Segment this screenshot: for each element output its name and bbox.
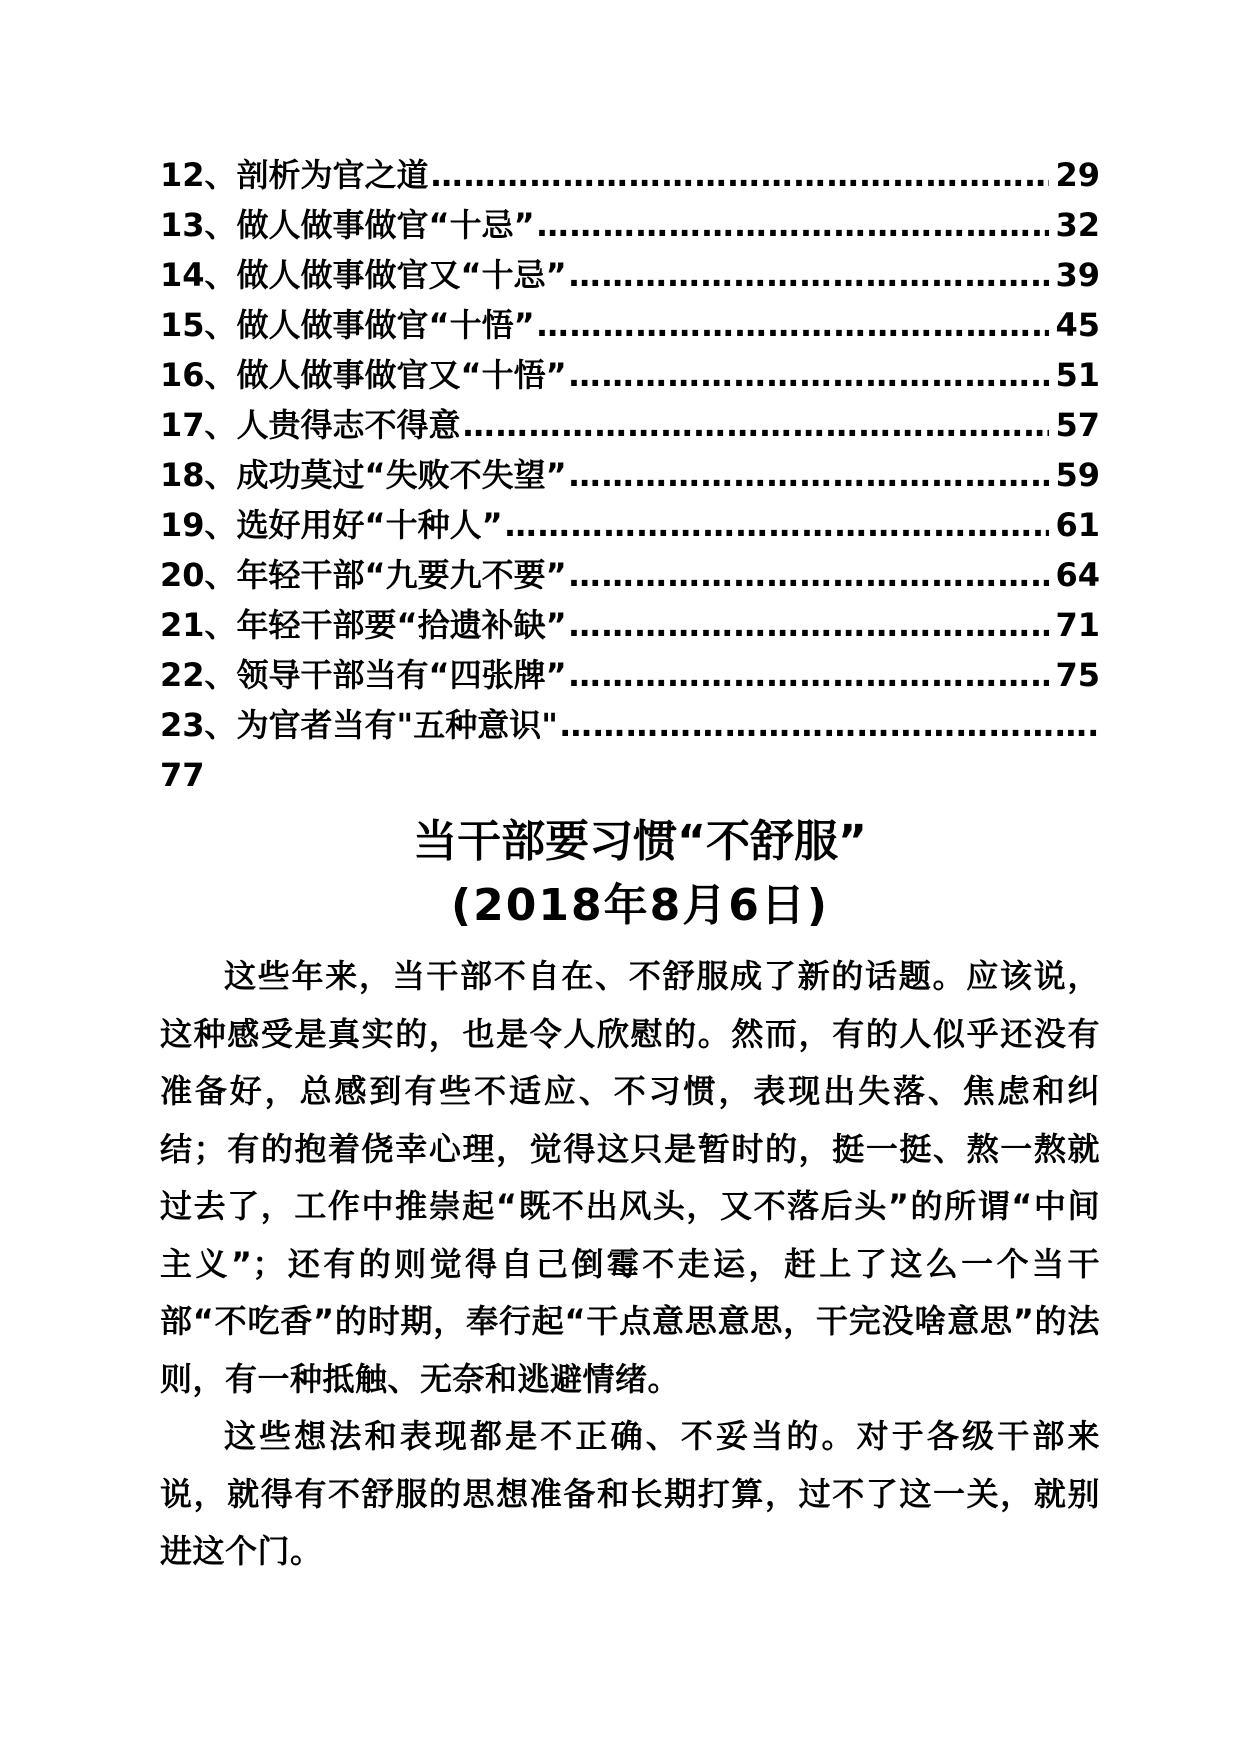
- toc-entry[interactable]: [160, 600, 1100, 650]
- toc-entry-number: 17: [160, 406, 205, 444]
- toc-entry[interactable]: [160, 250, 1100, 300]
- toc-entry-number: 13: [160, 206, 205, 244]
- toc-entry-page: 59: [1055, 456, 1100, 494]
- toc-entry-page: 75: [1055, 656, 1100, 694]
- toc-entry-title: 做人做事做官“十悟”: [236, 306, 535, 344]
- toc-entry-page: 29: [1055, 156, 1100, 194]
- toc-entry-page: 61: [1055, 506, 1100, 544]
- toc-entry-number: 22: [160, 656, 205, 694]
- toc-entry-number: 14: [160, 256, 205, 294]
- toc-dot-leader: [560, 700, 1100, 750]
- toc-entry-title: 做人做事做官又“十悟”: [236, 356, 567, 394]
- toc-entry-separator: 、: [204, 656, 237, 694]
- toc-entry-title: 做人做事做官“十忌”: [236, 206, 535, 244]
- toc-entry-title: 为官者当有"五种意识": [236, 706, 558, 744]
- article-title: 当干部要习惯“不舒服”: [413, 816, 867, 867]
- toc-entry-title: 成功莫过“失败不失望”: [236, 456, 567, 494]
- toc-entry[interactable]: [160, 550, 1100, 600]
- toc-entry-title: 领导干部当有“四张牌”: [236, 656, 567, 694]
- toc-entry-separator: 、: [204, 706, 237, 744]
- article-date: (2018年8月6日): [451, 880, 829, 931]
- toc-entry-page: 32: [1055, 206, 1100, 244]
- toc-entry-number: 16: [160, 356, 205, 394]
- toc-entry-title: 年轻干部要“拾遗补缺”: [236, 606, 567, 644]
- toc-entry[interactable]: [160, 500, 1100, 550]
- toc-dot-leader: [431, 150, 1050, 200]
- toc-entry-page: 39: [1055, 256, 1100, 294]
- toc-entry-number: 15: [160, 306, 205, 344]
- toc-entry-number: 23: [160, 706, 205, 744]
- toc-entry-separator: 、: [204, 406, 237, 444]
- toc-dot-leader: [569, 550, 1050, 600]
- toc-dot-leader: [463, 400, 1050, 450]
- toc-entry-title: 剖析为官之道: [236, 156, 429, 194]
- toc-entry-separator: 、: [204, 556, 237, 594]
- toc-entry-number: 18: [160, 456, 205, 494]
- toc-dot-leader: [569, 450, 1050, 500]
- toc-entry[interactable]: [160, 400, 1100, 450]
- toc-entry-number: 21: [160, 606, 205, 644]
- article-paragraph: 这些年来，当干部不自在、不舒服成了新的话题。应该说，这种感受是真实的，也是令人欣慰的。然而，有的人似乎还没有准备好，总感到有些不适应、不习惯，表现出失落、焦虑和纠结；有的抱着侥幸心理，觉得这只是暂时的，挺一挺、熬一熬就过去了，工作中推崇起“既不出风头，又不落后头”的所谓“中间主义”；还有的则觉得自己倒霉不走运，赶上了这么一个当干部“不吃香”的时期，奉行起“干点意思意思，干完没啥意思”的法则，有一种抵触、无奈和逃避情绪。: [160, 957, 1100, 1398]
- toc-entry-title: 做人做事做官又“十忌”: [236, 256, 567, 294]
- toc-dot-leader: [537, 200, 1050, 250]
- toc-entry[interactable]: [160, 700, 1100, 750]
- toc-entry-number: 19: [160, 506, 205, 544]
- toc-entry-separator: 、: [204, 606, 237, 644]
- toc-entry-page: 57: [1055, 406, 1100, 444]
- toc-entry[interactable]: [160, 200, 1100, 250]
- toc-dot-leader: [505, 500, 1050, 550]
- toc-entry-title: 年轻干部“九要九不要”: [236, 556, 567, 594]
- toc-dot-leader: [569, 600, 1050, 650]
- toc-dot-leader: [569, 650, 1050, 700]
- toc-entry-separator: 、: [204, 256, 237, 294]
- toc-entry-title: 人贵得志不得意: [236, 406, 461, 444]
- toc-entry-separator: 、: [204, 506, 237, 544]
- toc-entry[interactable]: [160, 650, 1100, 700]
- toc-entry[interactable]: [160, 450, 1100, 500]
- toc-entry[interactable]: [160, 300, 1100, 350]
- toc-entry-page: 71: [1055, 606, 1100, 644]
- toc-entry-page: 64: [1055, 556, 1100, 594]
- toc-entry-separator: 、: [204, 156, 237, 194]
- toc-entry[interactable]: [160, 150, 1100, 200]
- toc-dot-leader: [537, 300, 1050, 350]
- article-paragraph: 这些想法和表现都是不正确、不妥当的。对于各级干部来说，就得有不舒服的思想准备和长期打算，过不了这一关，就别进这个门。: [160, 1417, 1100, 1570]
- toc-entry-separator: 、: [204, 356, 237, 394]
- toc-entry[interactable]: [160, 350, 1100, 400]
- toc-dot-leader: [569, 250, 1050, 300]
- toc-entry-separator: 、: [204, 456, 237, 494]
- toc-entry-page: 51: [1055, 356, 1100, 394]
- toc-entry-number: 20: [160, 556, 205, 594]
- toc-entry-page: 77: [160, 756, 205, 794]
- document-page: [160, 150, 1100, 1581]
- toc-dot-leader: [569, 350, 1050, 400]
- toc-entry-separator: 、: [204, 206, 237, 244]
- table-of-contents: [160, 150, 1100, 800]
- toc-entry-page: 45: [1055, 306, 1100, 344]
- toc-entry-title: 选好用好“十种人”: [236, 506, 503, 544]
- toc-entry-page-wrapped[interactable]: [160, 750, 1100, 800]
- toc-entry-separator: 、: [204, 306, 237, 344]
- toc-entry-number: 12: [160, 156, 205, 194]
